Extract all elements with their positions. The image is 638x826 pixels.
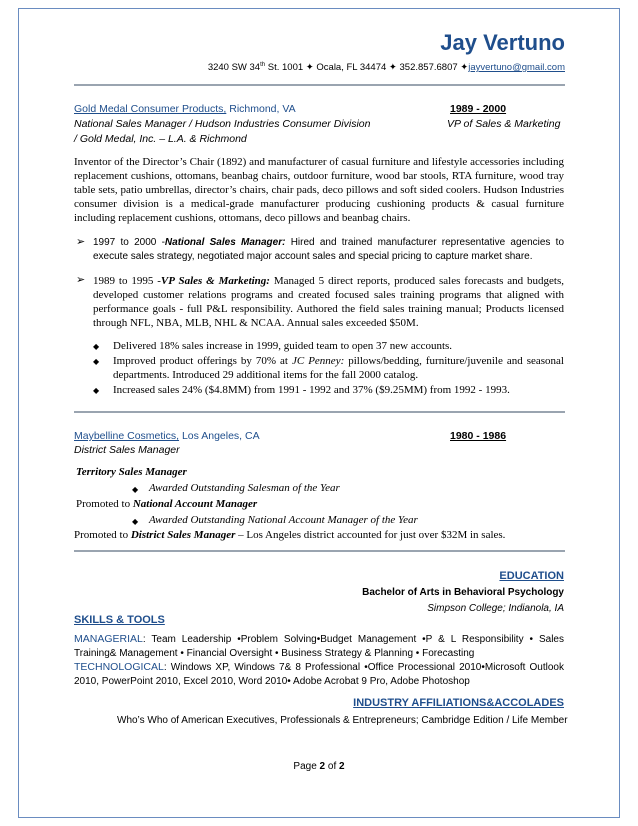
job2-award-2: Awarded Outstanding National Account Manager of the Year <box>149 514 418 526</box>
skills-heading: SKILLS & TOOLS <box>74 614 165 626</box>
skills-managerial <box>74 632 564 661</box>
job2-location: Los Angeles, CA <box>179 430 260 442</box>
promo1-role: National Account Manager <box>132 498 258 510</box>
diamond-bullet-icon: ◆ <box>93 386 100 395</box>
affiliations-text: Who’s Who of American Executives, Professionals & Entrepreneurs; Cambridge Edition / Life Member <box>117 715 568 726</box>
arrow-bullet-icon: ➢ <box>76 236 86 248</box>
job1-sub-2 <box>113 354 564 382</box>
section-divider <box>74 550 565 552</box>
education-heading: EDUCATION <box>499 570 564 582</box>
arrow-bullet-icon: ➢ <box>76 274 86 286</box>
job1-company-line <box>74 103 296 115</box>
job1-subtitle-1: National Sales Manager / Hudson Industries Consumer Division <box>74 118 371 130</box>
job1-description: Inventor of the Director’s Chair (1892) and manufacturer of casual furniture and lifestyle accessories including replacement cushions, ottomans, beanbag chairs, outdoor furniture, wood bar stools, RTA furniture, wood tray table sets, patio umbrellas, director’s chairs, chair pads, deco pillows and soft sided coolers. Hudson Industries consumer division is a medical-grade manufacturer producing cushioning products & casual furniture including replacement cushions, ottomans, deco pillows and beanbag chairs. <box>74 156 564 224</box>
page-mid: of <box>325 761 340 772</box>
job2-dates: 1980 - 1986 <box>450 430 507 442</box>
job2-award-1: Awarded Outstanding Salesman of the Year <box>149 482 340 494</box>
affiliations-heading: INDUSTRY AFFILIATIONS&ACCOLADES <box>353 697 564 709</box>
job2-company-line <box>74 430 260 442</box>
education-school: Simpson College; Indianola, IA <box>427 603 564 614</box>
bullet1-text: Hired and trained manufacturer representative agencies to execute sales strategy, negotiated major account sales and special pricing to capture market share. <box>93 237 565 262</box>
candidate-name: Jay Vertuno <box>440 30 565 55</box>
page-total: 2 <box>339 761 345 772</box>
page-num: 2 <box>319 761 326 772</box>
job1-subtitle-2: / Gold Medal, Inc. – L.A. & Richmond <box>74 133 247 145</box>
sub2-pre: Improved product offerings by 70% at <box>113 355 292 367</box>
diamond-bullet-icon: ◆ <box>132 517 139 526</box>
job-divider <box>74 411 565 413</box>
skills-technological <box>74 660 564 689</box>
job1-location: Richmond, VA <box>226 103 296 115</box>
job1-title: VP of Sales & Marketing <box>447 118 561 130</box>
job2-division: District Sales Manager <box>74 444 180 456</box>
diamond-bullet-icon: ◆ <box>93 342 100 351</box>
promo1-pre: Promoted to <box>76 498 133 510</box>
job1-sub-3: Increased sales 24% ($4.8MM) from 1991 - 1992 and 37% ($9.25MM) from 1992 - 1993. <box>113 384 510 396</box>
job2-company: Maybelline Cosmetics, <box>74 430 180 442</box>
sub2-post: pillows/bedding, furniture/juvenile and seasonal departments. Introduced 29 additional items for the fall 2000 catalog. <box>113 355 564 381</box>
job2-role-1: Territory Sales Manager <box>76 466 187 478</box>
bullet1-pre: 1997 to 2000 - <box>93 237 165 248</box>
tech-text: : Windows XP, Windows 7& 8 Professional •Office Processional 2010•Microsoft Outlook 2010, PowerPoint 2010, Excel 2010, Word 2010• Adobe Acrobat 9 Pro, Adobe Photoshop <box>74 662 564 687</box>
page-pre: Page <box>293 761 320 772</box>
job1-company: Gold Medal Consumer Products, <box>74 103 227 115</box>
bullet1-role: National Sales Manager: <box>164 237 286 248</box>
promo2-pre: Promoted to <box>74 529 131 541</box>
page-number <box>0 761 638 772</box>
sub2-em: JC Penney: <box>291 355 345 367</box>
diamond-bullet-icon: ◆ <box>132 485 139 494</box>
job1-dates: 1989 - 2000 <box>450 103 507 115</box>
job2-promo-1 <box>76 498 257 510</box>
job1-bullet-1 <box>93 236 564 263</box>
address-sup: th <box>260 62 266 68</box>
promo2-post: – Los Angeles district accounted for just over $32M in sales. <box>235 529 506 541</box>
bullet2-text: Managed 5 direct reports, produced sales forecasts and budgets, developed customer relations programs and created focused sales training programs that aligned with performance goals - full P&L responsibility. Authored the field sales training manual; Products licensed through NFL, NBA, MLB, NHL & NCAA. Annual sales exceeded $50M. <box>93 275 564 329</box>
job1-sub-1: Delivered 18% sales increase in 1999, guided team to open 37 new accounts. <box>113 340 453 352</box>
diamond-bullet-icon: ◆ <box>93 357 100 366</box>
managerial-text: : Team Leadership •Problem Solving•Budget Management •P & L Responsibility • Sales Training& Management • Financial Oversight • Business Strategy & Planning • Forecasting <box>74 634 564 659</box>
promo2-role: District Sales Manager <box>130 529 236 541</box>
email-link[interactable]: jayvertuno@gmail.com <box>468 62 565 74</box>
address-pre: 3240 SW 34 <box>207 62 261 74</box>
bullet2-pre: 1989 to 1995 - <box>93 275 161 287</box>
managerial-label: MANAGERIAL <box>74 633 143 645</box>
header-divider <box>74 84 565 86</box>
job2-promo-2 <box>74 529 505 541</box>
tech-label: TECHNOLOGICAL <box>74 661 164 673</box>
bullet2-role: VP Sales & Marketing: <box>160 275 270 287</box>
education-degree: Bachelor of Arts in Behavioral Psychology <box>362 587 564 598</box>
contact-line <box>208 62 565 73</box>
job1-bullet-2 <box>93 274 564 330</box>
address-post: St. 1001 ✦ Ocala, FL 34474 ✦ 352.857.6807 ✦ <box>265 62 469 74</box>
